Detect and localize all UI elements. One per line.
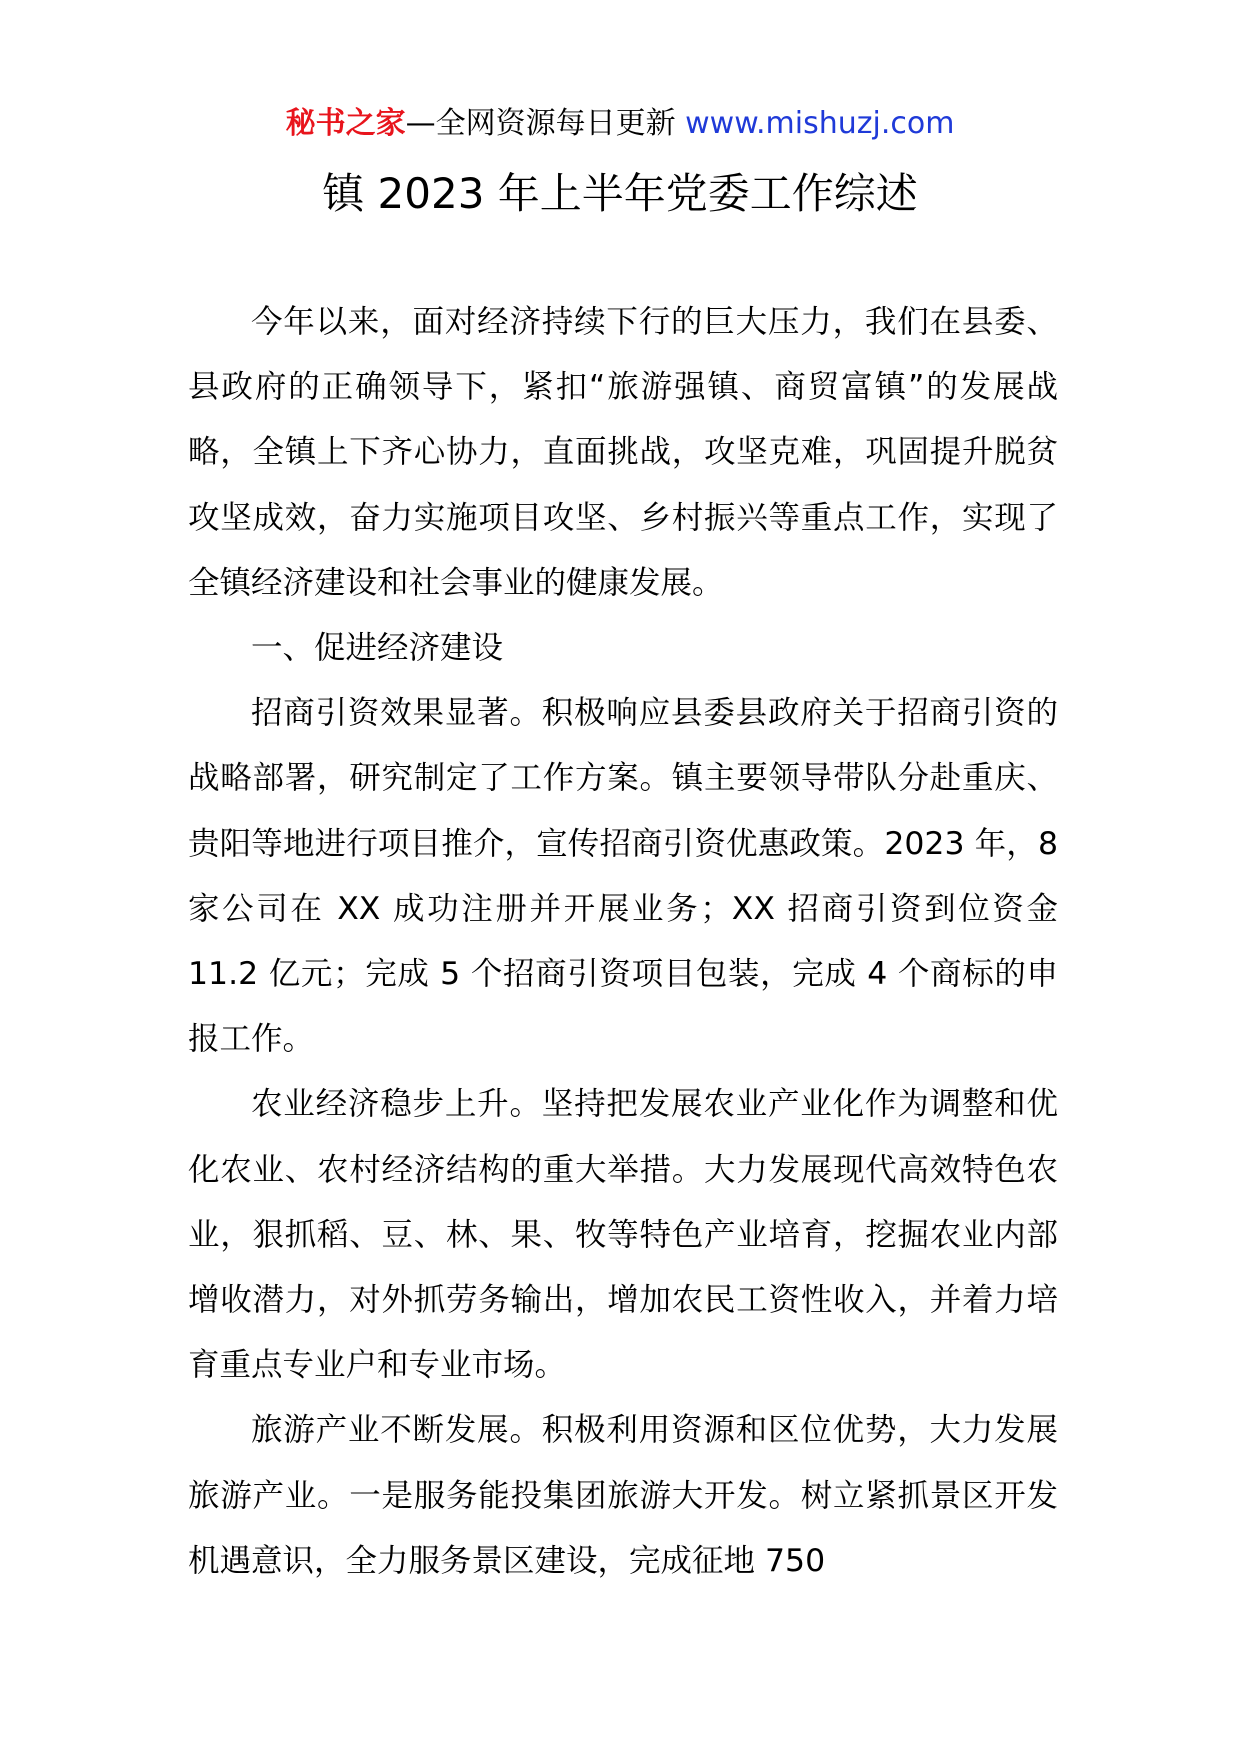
document-body [188,290,1058,1594]
site-slogan: —全网资源每日更新 [405,106,676,141]
site-url-link[interactable]: www.mishuzj.com [685,106,955,141]
site-brand: 秘书之家 [285,106,406,141]
paragraph-intro: 今年以来，面对经济持续下行的巨大压力，我们在县委、县政府的正确领导下，紧扣“旅游强镇、商贸富镇”的发展战略，全镇上下齐心协力，直面挑战，攻坚克难，巩固提升脱贫攻坚成效，奋力实施项目攻坚、乡村振兴等重点工作，实现了全镇经济建设和社会事业的健康发展。 [188,304,1058,601]
paragraph-agriculture: 农业经济稳步上升。坚持把发展农业产业化作为调整和优化农业、农村经济结构的重大举措。大力发展现代高效特色农业，狠抓稻、豆、林、果、牧等特色产业培育，挖掘农业内部增收潜力，对外抓劳务输出，增加农民工资性收入，并着力培育重点专业户和专业市场。 [188,1086,1058,1384]
paragraph-tourism: 旅游产业不断发展。积极利用资源和区位优势，大力发展旅游产业。一是服务能投集团旅游大开发。树立紧抓景区开发机遇意识，全力服务景区建设，完成征地 750 [188,1412,1058,1579]
document-title: 镇 2023 年上半年党委工作综述 [322,169,918,218]
section-heading-economy: 一、促进经济建设 [251,630,504,667]
site-header [0,102,1240,146]
paragraph-investment: 招商引资效果显著。积极响应县委县政府关于招商引资的战略部署，研究制定了工作方案。镇主要领导带队分赴重庆、贵阳等地进行项目推介，宣传招商引资优惠政策。2023 年，8 家公司在 XX 成功注册并开展业务；XX 招商引资到位资金 11.2 亿元；完成 5 个招商引资项目包装，完成 4 个商标的申报工作。 [188,695,1058,1058]
